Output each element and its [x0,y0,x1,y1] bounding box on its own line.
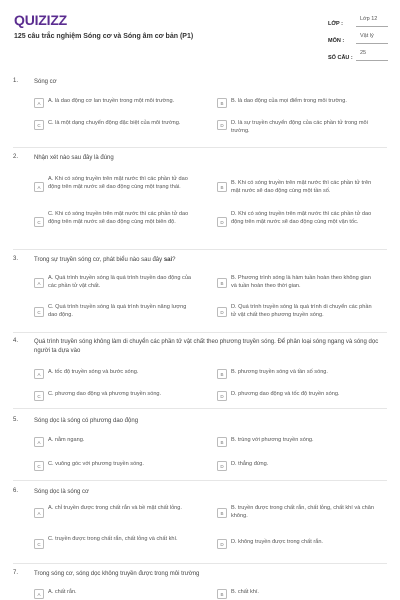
option-a[interactable] [34,369,194,379]
option-letter: B [217,278,227,288]
option-letter: C [34,539,44,549]
meta-value-count: 25 [356,50,388,61]
option-a[interactable] [34,176,194,192]
option-text: B. Khi có sóng truyền trên mặt nước thì các phần tử trên mặt nước sẽ dao động cùng một tần số. [231,180,372,194]
option-a[interactable] [34,505,194,518]
option-c[interactable] [34,461,194,471]
option-a[interactable] [34,437,194,447]
option-text: D. không truyền được trong chất rắn. [231,539,323,545]
option-a[interactable] [34,98,194,108]
option-letter: D [217,461,227,471]
option-b[interactable] [217,180,377,195]
question-number: 3. [13,256,19,262]
option-letter: B [217,437,227,447]
option-text: D. Quá trình truyền sóng là quá trình di chuyển các phần tử vật chất theo phương truyền sóng. [231,304,372,318]
option-text: D. Khi có sóng truyền trên mặt nước thì các phần tử dao động trên mặt nước sẽ dao động cùng một vận tốc. [231,211,372,225]
option-text: B. chất khí. [231,589,259,595]
question-text-part: Trong sự truyền sóng cơ, phát biểu nào sau đây [34,257,164,263]
option-letter: C [34,391,44,401]
quizizz-logo: QUIZIZZ [14,12,68,28]
question-text: Sóng dọc là sóng cơ [34,489,89,495]
option-letter: D [217,120,227,130]
option-letter: D [217,391,227,401]
option-letter: B [217,98,227,108]
option-d[interactable] [217,304,377,319]
option-text: A. là dao động cơ lan truyền trong một môi trường. [48,98,175,104]
meta-row-subject [328,30,388,44]
question-text-emphasis: sai [163,257,173,263]
option-text: B. Phương trình sóng là hàm tuần hoàn theo không gian và tuần hoàn theo thời gian. [231,275,371,289]
question-text: Quá trình truyền sóng không làm di chuyển các phần tử vật chất theo phương truyền sóng. Để phân loại sóng ngang và sóng dọc người ta dựa vào [34,339,379,354]
option-letter: A [34,98,44,108]
divider [13,563,387,564]
divider [13,480,387,481]
option-c[interactable] [34,391,194,401]
divider [13,249,387,250]
option-b[interactable] [217,505,377,520]
question-number: 4. [13,338,19,344]
option-letter: B [217,508,227,518]
option-text: A. nằm ngang. [48,437,85,443]
option-a[interactable] [34,589,194,599]
question-number: 5. [13,417,19,423]
option-b[interactable] [217,369,377,379]
option-text: C. vuông góc với phương truyền sóng. [48,461,144,467]
divider [13,332,387,333]
option-b[interactable] [217,98,377,108]
option-text: B. phương truyền sóng và tần số sóng. [231,369,328,375]
meta-value-grade: Lớp 12 [356,16,388,27]
option-text: C. Quá trình truyền sóng là quá trình truyền năng lượng dao động. [48,304,187,318]
option-text: C. truyền được trong chất rắn, chất lỏng và chất khí. [48,536,178,542]
option-letter: C [34,217,44,227]
question-text-part: ? [172,257,176,263]
option-b[interactable] [217,589,377,599]
option-text: A. tốc độ truyền sóng và bước sóng. [48,369,139,375]
option-b[interactable] [217,275,377,290]
option-text: D. thẳng đứng. [231,461,269,467]
worksheet-meta [328,13,388,64]
option-letter: D [217,217,227,227]
option-text: A. Khi có sóng truyền trên mặt nước thì các phần tử dao động trên mặt nước sẽ dao động cùng một trạng thái. [48,176,188,190]
option-d[interactable] [217,539,377,549]
option-text: D. là sự truyền chuyển động của các phần tử trong môi trường. [231,120,368,134]
meta-label-subject: MÔN : [328,38,345,44]
option-a[interactable] [34,275,194,290]
option-letter: A [34,437,44,447]
option-letter: C [34,461,44,471]
meta-row-count [328,47,388,61]
option-b[interactable] [217,437,377,447]
option-text: A. Quá trình truyền sóng là quá trình truyền dao động của các phần tử vật chất. [48,275,192,289]
option-letter: B [217,182,227,192]
option-text: C. Khi có sóng truyền trên mặt nước thì các phần tử dao động trên mặt nước sẽ dao động cùng một biên độ. [48,211,189,225]
question-text: Sóng cơ [34,79,57,85]
option-text: D. phương dao động và tốc độ truyền sóng. [231,391,340,397]
option-c[interactable] [34,536,194,549]
option-letter: C [34,307,44,317]
option-letter: B [217,369,227,379]
worksheet-title: 125 câu trắc nghiệm Sóng cơ và Sóng âm cơ bản (P1) [14,33,194,40]
option-text: C. là một dạng chuyển động đặc biệt của môi trường. [48,120,181,126]
meta-label-count: SỐ CÂU : [328,55,353,61]
divider [13,408,387,409]
option-d[interactable] [217,120,377,135]
question-number: 7. [13,570,19,576]
option-letter: C [34,120,44,130]
question-number: 6. [13,488,19,494]
option-c[interactable] [34,211,194,227]
question-text: Nhận xét nào sau đây là đúng [34,155,114,161]
option-c[interactable] [34,304,194,319]
question-text: Trong sóng cơ, sóng dọc không truyền được trong môi trường [34,571,200,577]
option-letter: A [34,182,44,192]
option-text: A. chất rắn. [48,589,77,595]
worksheet-header [0,0,400,70]
option-text: C. phương dao động và phương truyền sóng. [48,391,162,397]
option-text: B. trùng với phương truyền sóng. [231,437,314,443]
option-letter: A [34,508,44,518]
option-letter: D [217,539,227,549]
option-text: B. là dao động của mọi điểm trong môi trường. [231,98,347,104]
option-d[interactable] [217,211,377,227]
question-text [34,256,386,265]
option-text: A. chỉ truyền được trong chất rắn và bề mặt chất lỏng. [48,505,182,511]
meta-label-grade: LỚP : [328,21,343,27]
option-letter: A [34,369,44,379]
question-number: 1. [13,78,19,84]
option-text: B. truyền được trong chất rắn, chất lỏng, chất khí và chân không. [231,505,374,519]
question-number: 2. [13,154,19,160]
option-c[interactable] [34,120,194,130]
meta-row-grade [328,13,388,27]
option-letter: B [217,589,227,599]
option-letter: D [217,307,227,317]
meta-value-subject: Vật lý [356,33,388,44]
question-text: Sóng dọc là sóng có phương dao động [34,418,139,424]
option-d[interactable] [217,391,377,401]
option-letter: A [34,589,44,599]
divider [13,147,387,148]
option-letter: A [34,278,44,288]
option-d[interactable] [217,461,377,471]
